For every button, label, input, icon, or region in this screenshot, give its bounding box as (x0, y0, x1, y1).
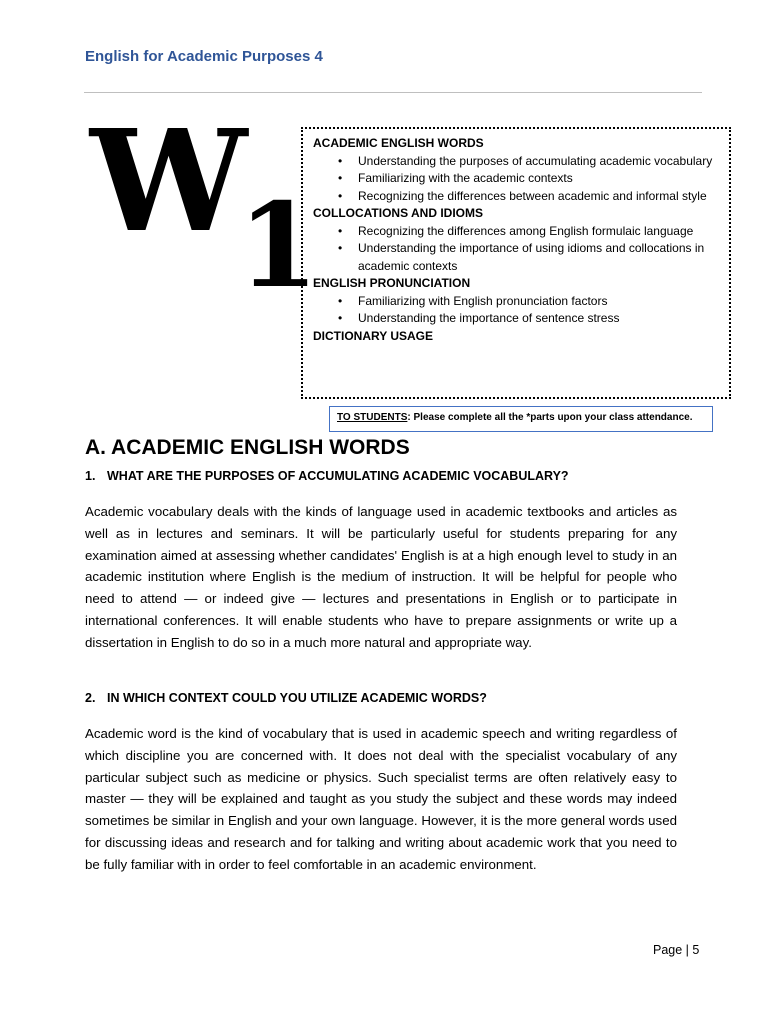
objective-item: • Understanding the importance of using idioms and collocations in academic contexts (358, 240, 719, 275)
objective-item: • Recognizing the differences among English formulaic language (358, 223, 719, 241)
objective-item: • Familiarizing with English pronunciation factors (358, 293, 719, 311)
objective-heading: ACADEMIC ENGLISH WORDS (313, 136, 484, 150)
objective-item: • Understanding the importance of sentence stress (358, 310, 719, 328)
objective-item: • Understanding the purposes of accumulating academic vocabulary (358, 153, 719, 171)
students-note-label: TO STUDENTS (337, 412, 408, 423)
objective-heading: ENGLISH PRONUNCIATION (313, 276, 471, 290)
body-paragraph: Academic word is the kind of vocabulary that is used in academic speech and writing regardless of which discipline you are concerned with. It does not deal with the specialist vocabulary of any particular subject such as medicine or physics. Such specialist terms are often relatively easy to master — they will be explained and taught as you study the subject and these words may indeed sometimes be similar in English and your own language. However, it is the more general words used for discussing ideas and research and for talking and writing about academic work that you need to be fully familiar with in order to feel comfortable in an academic environment. (85, 726, 677, 872)
question-number: 2. (85, 691, 96, 705)
students-note (329, 406, 713, 432)
students-note-text: : Please complete all the *parts upon your class attendance. (407, 412, 693, 423)
learning-objectives-box (301, 127, 731, 399)
page-number: Page | 5 (653, 943, 700, 957)
week-emblem-letter: W (90, 100, 242, 264)
objective-heading: COLLOCATIONS AND IDIOMS (313, 206, 483, 220)
section-title: A. ACADEMIC ENGLISH WORDS (85, 436, 410, 459)
objective-list (313, 153, 719, 206)
week-emblem-number: 1 (238, 178, 319, 314)
body-paragraph: Academic vocabulary deals with the kinds of language used in academic textbooks and articles as well as in lectures and seminars. It will be particularly useful for students preparing for any examination aimed at assessing whether candidates' English is at a high enough level to study in an academic institution where English is the medium of instruction. It will be helpful for people who need to attend — or indeed give — lectures and presentations in English or to participate in international conferences. It will enable students who have to prepare assignments or write up a dissertation in English to do so in a much more natural and appropriate way. (85, 504, 677, 650)
question-heading (85, 691, 487, 705)
question-heading (85, 469, 569, 483)
objective-heading: DICTIONARY USAGE (313, 328, 434, 343)
question-text: IN WHICH CONTEXT COULD YOU UTILIZE ACADEMIC WORDS? (107, 691, 487, 705)
question-number: 1. (85, 469, 96, 483)
objective-item: • Familiarizing with the academic contexts (358, 170, 719, 188)
objective-list (313, 223, 719, 276)
question-text: WHAT ARE THE PURPOSES OF ACCUMULATING ACADEMIC VOCABULARY? (107, 469, 569, 483)
document-header-title: English for Academic Purposes 4 (85, 48, 323, 65)
objective-item: • Recognizing the differences between academic and informal style (358, 188, 719, 206)
header-divider (84, 92, 702, 93)
objective-list (313, 293, 719, 328)
